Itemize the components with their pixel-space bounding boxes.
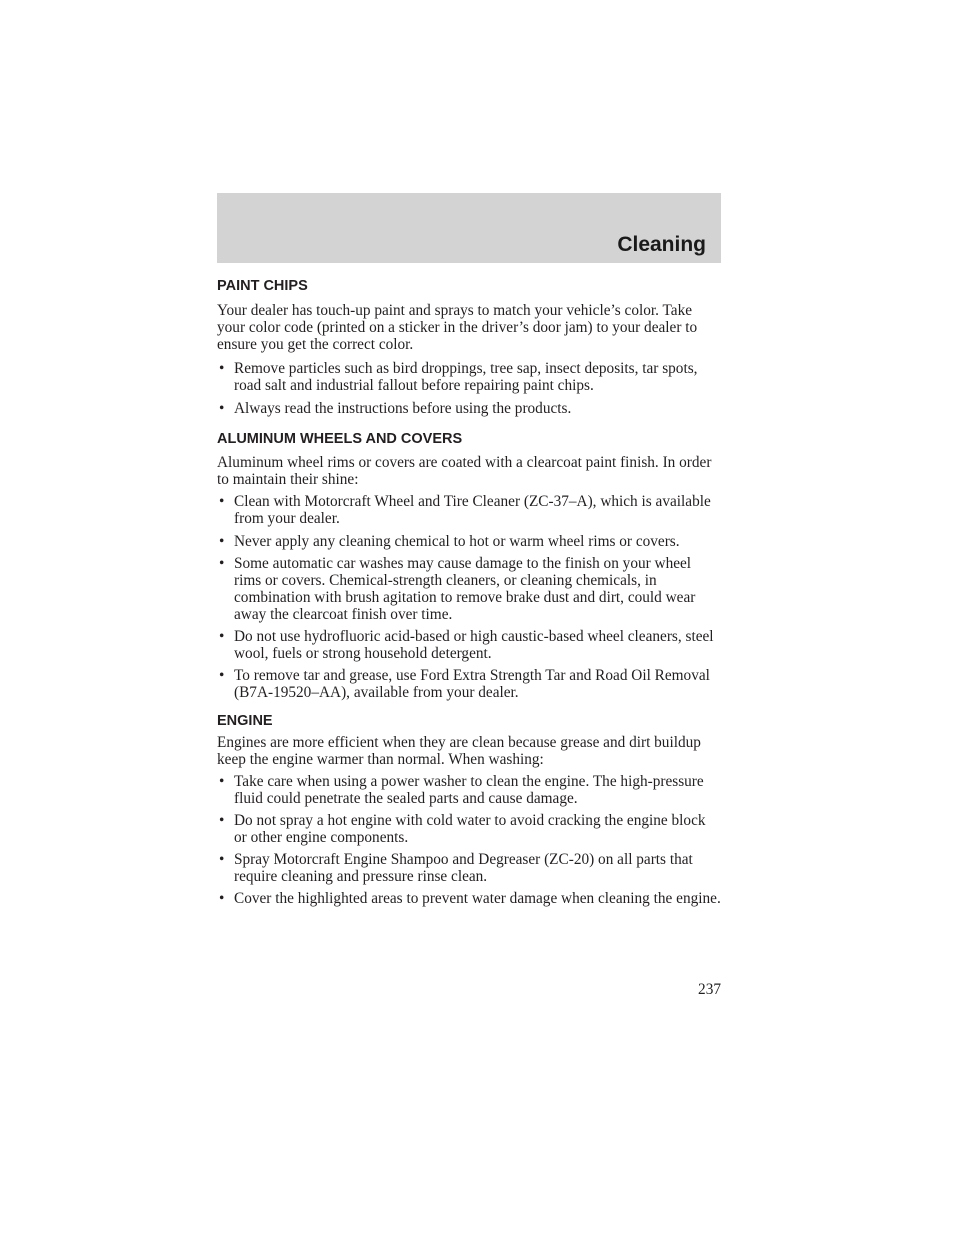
list-item-text: Spray Motorcraft Engine Shampoo and Degreaser (ZC-20) on all parts that require cleaning and pressure rinse clean. xyxy=(234,851,693,885)
bullet-icon: • xyxy=(219,812,225,829)
list-item xyxy=(217,360,721,394)
section-intro: Your dealer has touch-up paint and sprays to match your vehicle’s color. Take your color code (printed on a sticker in the driver’s door jam) to your dealer to ensure you get the correct color. xyxy=(217,302,698,353)
list-item-text: Always read the instructions before using the products. xyxy=(234,400,572,417)
list-item xyxy=(217,890,721,907)
list-item-text: Some automatic car washes may cause damage to the finish on your wheel rims or covers. Chemical-strength cleaners, or cleaning chemicals, in combination with brush agitation to remove brake dust and dirt, could wear away the clearcoat finish over time. xyxy=(234,555,696,623)
list-item xyxy=(217,812,721,846)
bullet-icon: • xyxy=(219,360,225,377)
section-heading: PAINT CHIPS xyxy=(217,278,308,294)
list-item-text: Do not spray a hot engine with cold water to avoid cracking the engine block or other engine components. xyxy=(234,812,706,846)
list-item-text: Cover the highlighted areas to prevent water damage when cleaning the engine. xyxy=(234,890,721,907)
list-item-text: Do not use hydrofluoric acid-based or high caustic-based wheel cleaners, steel wool, fuels or strong household detergent. xyxy=(234,628,714,662)
list-item xyxy=(217,493,721,527)
section-engine xyxy=(217,711,721,907)
page-content xyxy=(217,276,721,907)
bullet-icon: • xyxy=(219,628,225,645)
bullet-icon: • xyxy=(219,851,225,868)
bullet-list xyxy=(217,773,721,907)
section-intro: Aluminum wheel rims or covers are coated with a clearcoat paint finish. In order to maintain their shine: xyxy=(217,454,712,488)
chapter-title: Cleaning xyxy=(617,233,706,256)
bullet-icon: • xyxy=(219,773,225,790)
bullet-list xyxy=(217,360,721,417)
list-item-text: Remove particles such as bird droppings, tree sap, insect deposits, tar spots, road salt and industrial fallout before repairing paint chips. xyxy=(234,360,698,394)
list-item-text: To remove tar and grease, use Ford Extra Strength Tar and Road Oil Removal (B7A-19520–AA), available from your dealer. xyxy=(234,667,710,701)
list-item xyxy=(217,533,721,550)
page-number: 237 xyxy=(698,981,721,998)
list-item xyxy=(217,667,721,701)
bullet-icon: • xyxy=(219,533,225,550)
chapter-header-band xyxy=(217,193,721,263)
list-item-text: Never apply any cleaning chemical to hot or warm wheel rims or covers. xyxy=(234,533,680,550)
section-heading: ALUMINUM WHEELS AND COVERS xyxy=(217,431,463,447)
list-item xyxy=(217,555,721,623)
bullet-icon: • xyxy=(219,555,225,572)
list-item xyxy=(217,851,721,885)
bullet-icon: • xyxy=(219,667,225,684)
list-item xyxy=(217,400,721,417)
section-paint-chips xyxy=(217,276,721,417)
list-item-text: Take care when using a power washer to clean the engine. The high-pressure fluid could penetrate the sealed parts and cause damage. xyxy=(234,773,704,807)
bullet-list xyxy=(217,493,721,701)
list-item-text: Clean with Motorcraft Wheel and Tire Cleaner (ZC-37–A), which is available from your dealer. xyxy=(234,493,711,527)
list-item xyxy=(217,628,721,662)
bullet-icon: • xyxy=(219,890,225,907)
bullet-icon: • xyxy=(219,493,225,510)
section-heading: ENGINE xyxy=(217,713,273,729)
bullet-icon: • xyxy=(219,400,225,417)
section-aluminum-wheels xyxy=(217,429,721,701)
list-item xyxy=(217,773,721,807)
section-intro: Engines are more efficient when they are clean because grease and dirt buildup keep the engine warmer than normal. When washing: xyxy=(217,734,701,768)
